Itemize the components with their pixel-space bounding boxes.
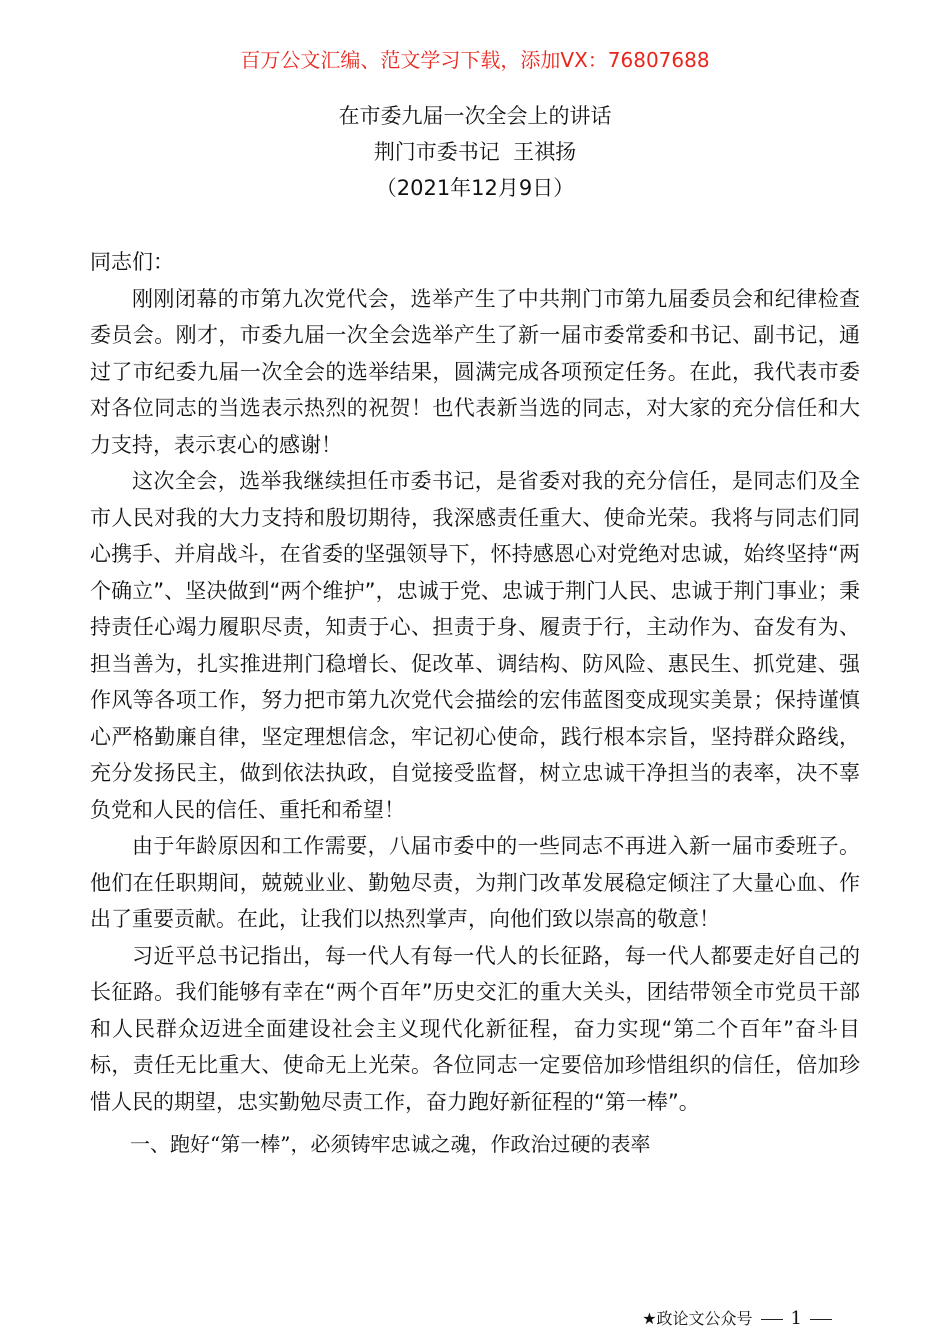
footer-dash-right [810,1319,832,1320]
date-line: （2021年12月9日） [375,176,575,200]
salutation: 同志们： [90,250,174,274]
page-number: 1 [790,1308,802,1329]
document-title-block [0,98,950,206]
footer-dash-left [761,1319,783,1320]
paragraph: 刚刚闭幕的市第九次党代会，选举产生了中共荆门市第九届委员会和纪律检查委员会。刚才，市委九届一次全会选举产生了新一届市委常委和书记、副书记，通过了市纪委九届一次全会的选举结果，圆满完成各项预定任务。在此，我代表市委对各位同志的当选表示热烈的祝贺！也代表新当选的同志，对大家的充分信任和大力支持，表示衷心的感谢！ [90,286,860,457]
speech-body [90,244,860,1163]
page-footer [642,1308,832,1330]
footer-source: ★政论文公众号 [642,1309,753,1328]
section-heading: 一、跑好“第一棒”，必须铸牢忠诚之魂，作政治过硬的表率 [130,1132,651,1156]
paragraph: 习近平总书记指出，每一代人有每一代人的长征路，每一代人都要走好自己的长征路。我们能够有幸在“两个百年”历史交汇的重大关头，团结带领全市党员干部和人民群众迈进全面建设社会主义现代化新征程，奋力实现“第二个百年”奋斗目标，责任无比重大、使命无上光荣。各位同志一定要倍加珍惜组织的信任，倍加珍惜人民的期望，忠实勤勉尽责工作，奋力跑好新征程的“第一棒”。 [90,943,860,1114]
paragraph: 由于年龄原因和工作需要，八届市委中的一些同志不再进入新一届市委班子。他们在任职期间，兢兢业业、勤勉尽责，为荆门改革发展稳定倾注了大量心血、作出了重要贡献。在此，让我们以热烈掌声，向他们致以崇高的敬意！ [90,834,860,931]
promo-header: 百万公文汇编、范文学习下载，添加VX：76807688 [240,48,710,72]
author-line: 荆门市委书记 王祺扬 [373,140,577,164]
document-title: 在市委九届一次全会上的讲话 [338,104,612,128]
paragraph: 这次全会，选举我继续担任市委书记，是省委对我的充分信任，是同志们及全市人民对我的大力支持和殷切期待，我深感责任重大、使命光荣。我将与同志们同心携手、并肩战斗，在省委的坚强领导下，怀持感恩心对党绝对忠诚，始终坚持“两个确立”、坚决做到“两个维护”，忠诚于党、忠诚于荆门人民、忠诚于荆门事业；秉持责任心竭力履职尽责，知责于心、担责于身、履责于行，主动作为、奋发有为、担当善为，扎实推进荆门稳增长、促改革、调结构、防风险、惠民生、抓党建、强作风等各项工作，努力把市第九次党代会描绘的宏伟蓝图变成现实美景；保持谨慎心严格勤廉自律，坚定理想信念，牢记初心使命，践行根本宗旨，坚持群众路线，充分发扬民主，做到依法执政，自觉接受监督，树立忠诚干净担当的表率，决不辜负党和人民的信任、重托和希望！ [90,469,860,822]
